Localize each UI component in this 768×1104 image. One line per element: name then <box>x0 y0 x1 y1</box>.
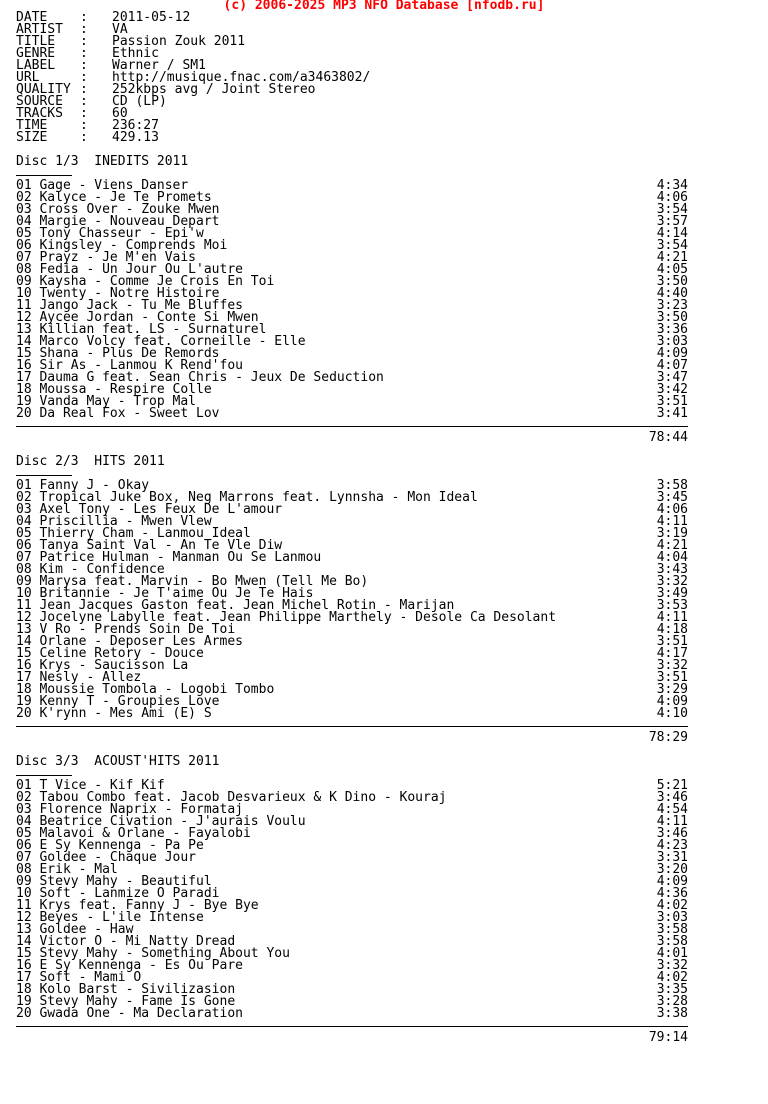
track-row <box>16 708 688 720</box>
track-title: 17 Soft - Mami O <box>16 970 142 985</box>
track-time: 3:42 <box>656 382 688 397</box>
track-time: 3:46 <box>656 790 688 805</box>
track-title: 20 Gwada One - Ma Declaration <box>16 1006 243 1021</box>
nfo-content <box>16 12 696 1044</box>
disc-total-divider <box>16 420 696 432</box>
track-time: 3:58 <box>656 478 688 493</box>
info-separator: : <box>80 22 88 37</box>
track-time: 3:46 <box>656 826 688 841</box>
track-title: 17 Nesly - Allez <box>16 670 142 685</box>
track-time: 4:14 <box>656 226 688 241</box>
track-time: 3:32 <box>656 574 688 589</box>
track-title: 05 Tony Chasseur - Epi'w <box>16 226 204 241</box>
track-row <box>16 1008 688 1020</box>
track-time: 4:23 <box>656 838 688 853</box>
track-time: 3:31 <box>656 850 688 865</box>
track-title: 07 Goldee - Chaque Jour <box>16 850 197 865</box>
track-title: 18 Moussie Tombola - Logobi Tombo <box>16 682 275 697</box>
track-title: 11 Krys feat. Fanny J - Bye Bye <box>16 898 259 913</box>
track-time: 4:18 <box>656 622 688 637</box>
track-time: 4:05 <box>656 262 688 277</box>
disc-list <box>16 144 696 1044</box>
track-title: 13 Goldee - Haw <box>16 922 134 937</box>
track-title: 03 Florence Naprix - Formataj <box>16 802 243 817</box>
track-time: 3:36 <box>656 322 688 337</box>
track-time: 4:17 <box>656 646 688 661</box>
track-time: 4:02 <box>656 970 688 985</box>
track-time: 4:11 <box>656 514 688 529</box>
info-key: LABEL <box>16 58 56 73</box>
info-separator: : <box>80 130 88 145</box>
track-time: 4:04 <box>656 550 688 565</box>
track-time: 4:36 <box>656 886 688 901</box>
info-value: VA <box>112 22 128 37</box>
track-time: 3:50 <box>656 310 688 325</box>
track-time: 3:45 <box>656 490 688 505</box>
track-time: 3:47 <box>656 370 688 385</box>
track-time: 3:51 <box>656 634 688 649</box>
track-title: 02 Tabou Combo feat. Jacob Desvarieux & K Dino - Kouraj <box>16 790 447 805</box>
track-title: 12 Beyes - L'ile Intense <box>16 910 204 925</box>
track-title: 19 Kenny T - Groupies Love <box>16 694 220 709</box>
track-title: 01 Gage - Viens Danser <box>16 178 189 193</box>
track-title: 09 Stevy Mahy - Beautiful <box>16 874 212 889</box>
track-title: 08 Fedia - Un Jour Ou L'autre <box>16 262 243 277</box>
info-row <box>16 132 696 144</box>
track-title: 15 Stevy Mahy - Something About You <box>16 946 290 961</box>
track-title: 02 Kalyce - Je Te Promets <box>16 190 212 205</box>
track-time: 5:21 <box>656 778 688 793</box>
info-value: CD (LP) <box>112 94 167 109</box>
track-title: 18 Moussa - Respire Colle <box>16 382 212 397</box>
track-title: 15 Celine Retory - Douce <box>16 646 204 661</box>
disc-total-divider <box>16 720 696 732</box>
track-time: 3:03 <box>656 910 688 925</box>
track-title: 14 Marco Volcy feat. Corneille - Elle <box>16 334 306 349</box>
track-title: 07 Prayz - Je M'en Vais <box>16 250 197 265</box>
track-title: 10 Britannie - Je T'aime Ou Je Te Hais <box>16 586 314 601</box>
track-time: 3:41 <box>656 406 688 421</box>
info-key: TRACKS <box>16 106 63 121</box>
track-time: 4:34 <box>656 178 688 193</box>
track-title: 09 Marysa feat. Marvin - Bo Mwen (Tell Me Bo) <box>16 574 369 589</box>
track-title: 13 Killian feat. LS - Surnaturel <box>16 322 267 337</box>
track-title: 13 V Ro - Prends Soin De Toi <box>16 622 236 637</box>
track-title: 03 Axel Tony - Les Feux De L'amour <box>16 502 283 517</box>
info-key: URL <box>16 70 40 85</box>
track-time: 4:02 <box>656 898 688 913</box>
track-title: 15 Shana - Plus De Remords <box>16 346 220 361</box>
track-title: 12 Jocelyne Labylle feat. Jean Philippe Marthely - Desole Ca Desolant <box>16 610 557 625</box>
track-time: 3:43 <box>656 562 688 577</box>
track-title: 14 Orlane - Deposer Les Armes <box>16 634 243 649</box>
track-time: 4:09 <box>656 694 688 709</box>
track-time: 3:58 <box>656 934 688 949</box>
info-value: 236:27 <box>112 118 159 133</box>
track-title: 01 Fanny J - Okay <box>16 478 150 493</box>
track-title: 07 Patrice Hulman - Manman Ou Se Lanmou <box>16 550 322 565</box>
track-title: 04 Beatrice Civation - J'aurais Voulu <box>16 814 306 829</box>
track-time: 4:01 <box>656 946 688 961</box>
release-info <box>16 12 696 144</box>
track-title: 06 Tanya Saint Val - An Te Vle Diw <box>16 538 283 553</box>
info-separator: : <box>80 46 88 61</box>
nfodb-banner: (c) 2006-2025 MP3 NFO Database [nfodb.ru] <box>223 0 545 13</box>
info-separator: : <box>80 34 88 49</box>
track-title: 09 Kaysha - Comme Je Crois En Toi <box>16 274 275 289</box>
track-time: 3:54 <box>656 202 688 217</box>
track-title: 04 Priscillia - Mwen Vlew <box>16 514 212 529</box>
track-time: 4:40 <box>656 286 688 301</box>
info-key: SOURCE <box>16 94 63 109</box>
track-title: 05 Thierry Cham - Lanmou Ideal <box>16 526 251 541</box>
info-separator: : <box>80 82 88 97</box>
track-row <box>16 408 688 420</box>
disc-heading-underline <box>16 768 696 780</box>
track-title: 20 Da Real Fox - Sweet Lov <box>16 406 220 421</box>
info-key: QUALITY <box>16 82 71 97</box>
disc-heading-underline <box>16 468 696 480</box>
track-title: 20 K'rynn - Mes Ami (E) S <box>16 706 212 721</box>
track-time: 4:21 <box>656 538 688 553</box>
track-time: 3:51 <box>656 670 688 685</box>
track-time: 3:51 <box>656 394 688 409</box>
track-time: 4:07 <box>656 358 688 373</box>
track-title: 18 Kolo Barst - Sivilizasion <box>16 982 236 997</box>
track-time: 4:09 <box>656 346 688 361</box>
track-time: 4:54 <box>656 802 688 817</box>
track-title: 14 Victor O - Mi Natty Dread <box>16 934 236 949</box>
track-time: 3:57 <box>656 214 688 229</box>
info-value: 2011-05-12 <box>112 10 191 25</box>
track-time: 4:21 <box>656 250 688 265</box>
track-title: 16 Sir As - Lanmou K Rend'fou <box>16 358 243 373</box>
info-separator: : <box>80 58 88 73</box>
track-title: 01 T Vice - Kif Kif <box>16 778 165 793</box>
info-value: Ethnic <box>112 46 159 61</box>
track-title: 16 E Sy Kennenga - Es Ou Pare <box>16 958 243 973</box>
track-title: 10 Soft - Lanmize O Paradi <box>16 886 220 901</box>
track-time: 4:10 <box>656 706 688 721</box>
track-time: 4:06 <box>656 502 688 517</box>
info-value: 252kbps avg / Joint Stereo <box>112 82 316 97</box>
info-value: Warner / SM1 <box>112 58 206 73</box>
info-separator: : <box>80 70 88 85</box>
track-title: 05 Malavoi & Orlane - Fayalobi <box>16 826 251 841</box>
info-separator: : <box>80 94 88 109</box>
disc-total-divider <box>16 1020 696 1032</box>
track-time: 3:53 <box>656 598 688 613</box>
disc-total-time: 79:14 <box>648 1030 688 1045</box>
info-value: http://musique.fnac.com/a3463802/ <box>112 70 371 85</box>
track-time: 3:35 <box>656 982 688 997</box>
info-key: SIZE <box>16 130 48 145</box>
track-time: 3:32 <box>656 958 688 973</box>
track-time: 3:19 <box>656 526 688 541</box>
track-time: 3:29 <box>656 682 688 697</box>
track-title: 08 Kim - Confidence <box>16 562 165 577</box>
track-time: 4:09 <box>656 874 688 889</box>
track-title: 16 Krys - Saucisson La <box>16 658 189 673</box>
track-title: 03 Cross Over - Zouke Mwen <box>16 202 220 217</box>
track-time: 3:58 <box>656 922 688 937</box>
disc-heading-underline <box>16 168 696 180</box>
track-title: 02 Tropical Juke Box, Neg Marrons feat. Lynnsha - Mon Ideal <box>16 490 478 505</box>
track-title: 19 Vanda May - Trop Mal <box>16 394 197 409</box>
info-key: TIME <box>16 118 48 133</box>
track-time: 3:49 <box>656 586 688 601</box>
info-key: ARTIST <box>16 22 63 37</box>
info-key: DATE <box>16 10 48 25</box>
track-time: 4:06 <box>656 190 688 205</box>
track-title: 10 Twenty - Notre Histoire <box>16 286 220 301</box>
track-title: 06 E Sy Kennenga - Pa Pe <box>16 838 204 853</box>
track-time: 3:28 <box>656 994 688 1009</box>
disc-heading: Disc 2/3 HITS 2011 <box>16 454 165 469</box>
disc-total-time: 78:29 <box>648 730 688 745</box>
track-time: 3:20 <box>656 862 688 877</box>
info-value: 429.13 <box>112 130 159 145</box>
track-title: 12 Aycee Jordan - Conte Si Mwen <box>16 310 259 325</box>
info-value: Passion Zouk 2011 <box>112 34 246 49</box>
track-title: 06 Kingsley - Comprends Moi <box>16 238 228 253</box>
disc-total-time: 78:44 <box>648 430 688 445</box>
track-title: 11 Jango Jack - Tu Me Bluffes <box>16 298 243 313</box>
track-time: 3:38 <box>656 1006 688 1021</box>
track-time: 3:50 <box>656 274 688 289</box>
track-title: 17 Dauma G feat. Sean Chris - Jeux De Seduction <box>16 370 384 385</box>
track-title: 08 Erik - Mal <box>16 862 118 877</box>
track-title: 19 Stevy Mahy - Fame Is Gone <box>16 994 236 1009</box>
track-time: 3:23 <box>656 298 688 313</box>
track-time: 3:32 <box>656 658 688 673</box>
track-time: 4:11 <box>656 814 688 829</box>
disc-heading: Disc 3/3 ACOUST'HITS 2011 <box>16 754 220 769</box>
track-title: 04 Margie - Nouveau Depart <box>16 214 220 229</box>
info-separator: : <box>80 118 88 133</box>
track-time: 4:11 <box>656 610 688 625</box>
info-separator: : <box>80 106 88 121</box>
info-key: TITLE <box>16 34 56 49</box>
info-key: GENRE <box>16 46 56 61</box>
track-time: 3:54 <box>656 238 688 253</box>
track-title: 11 Jean Jacques Gaston feat. Jean Michel Rotin - Marijan <box>16 598 455 613</box>
info-separator: : <box>80 10 88 25</box>
disc-heading: Disc 1/3 INEDITS 2011 <box>16 154 189 169</box>
info-value: 60 <box>112 106 128 121</box>
track-time: 3:03 <box>656 334 688 349</box>
